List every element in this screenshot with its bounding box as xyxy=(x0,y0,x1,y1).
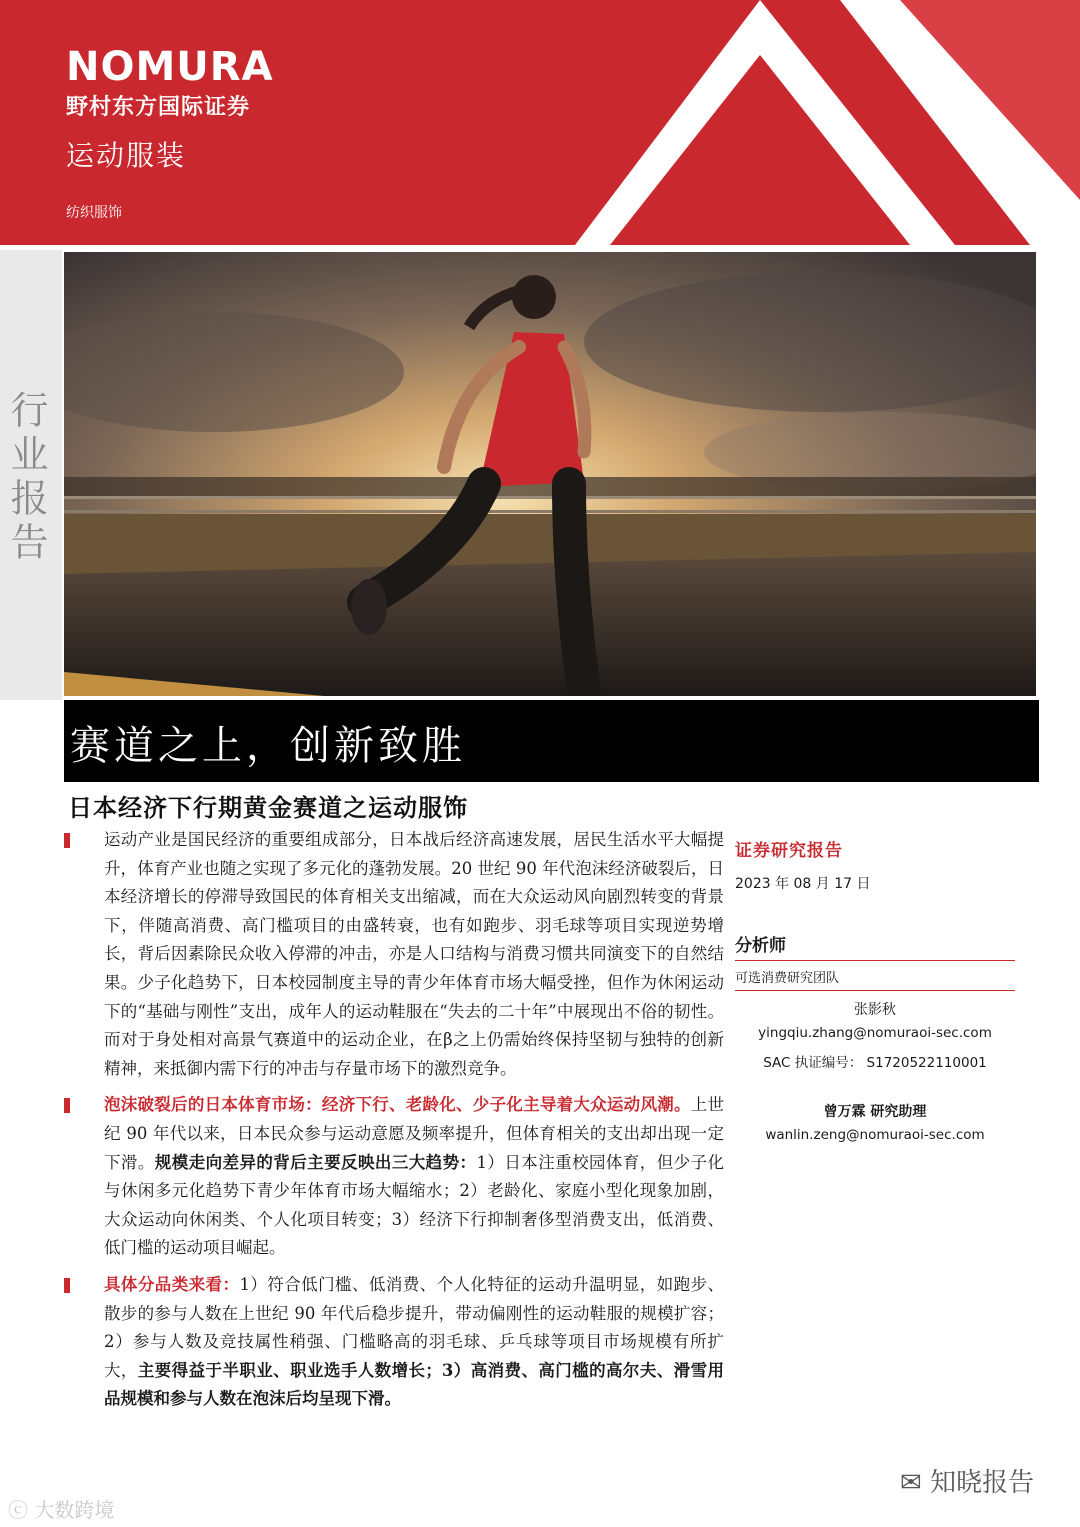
bullet-marker xyxy=(64,1098,70,1113)
document-type: 证券研究报告 xyxy=(735,841,843,861)
analyst-1-email[interactable]: yingqiu.zhang@nomuraoi-sec.com xyxy=(758,1025,992,1041)
analyst-1-name: 张影秋 xyxy=(854,1002,896,1018)
paragraph-2-highlight: 泡沫破裂后的日本体育市场：经济下行、老龄化、少子化主导着大众运动风潮。 xyxy=(104,1095,691,1115)
summary-paragraph-2 xyxy=(64,1091,724,1263)
bullet-marker xyxy=(64,1278,70,1293)
summary-body xyxy=(64,826,724,1422)
report-type-label: 行业报告 xyxy=(4,390,48,566)
paragraph-3-highlight: 具体分品类来看： xyxy=(104,1274,240,1294)
analyst-1-sac: SAC 执证编号： S1720522110001 xyxy=(763,1055,987,1071)
watermark-right-text: 知晓报告 xyxy=(930,1468,1035,1498)
watermark-left: ⓒ 大数跨境 xyxy=(8,1498,115,1522)
research-team: 可选消费研究团队 xyxy=(735,971,840,986)
report-date: 2023 年 08 月 17 日 xyxy=(735,876,871,892)
analyst-heading: 分析师 xyxy=(735,936,786,956)
company-name: 野村东方国际证券 xyxy=(66,95,251,120)
divider xyxy=(735,990,1015,991)
bullet-marker xyxy=(64,833,70,848)
sector-label: 运动服装 xyxy=(66,139,187,172)
summary-paragraph-3 xyxy=(64,1271,724,1414)
paragraph-2-text-a: 上世纪 90 年代以来，日本民众参与运动意愿及频率提升，但体育相关的支出却出现一定下滑。 xyxy=(104,1095,725,1172)
paragraph-2-text-b: 规模走向差异的背后主要反映出三大趋势： xyxy=(154,1152,477,1172)
wechat-icon: ✉ xyxy=(900,1468,922,1498)
analyst-2-name: 曾万霖 研究助理 xyxy=(823,1104,927,1120)
subsector-label: 纺织服饰 xyxy=(66,205,122,221)
banner-triangles xyxy=(0,0,1080,245)
report-subtitle: 日本经济下行期黄金赛道之运动服饰 xyxy=(68,793,468,822)
paragraph-3-text-b: 主要得益于半职业、职业选手人数增长；3）高消费、高门槛的高尔夫、滑雪用品规模和参与人数在泡沫后均呈现下滑。 xyxy=(104,1360,725,1409)
divider xyxy=(735,960,1015,961)
watermark-left-text: 大数跨境 xyxy=(34,1498,115,1522)
report-info-panel xyxy=(735,836,1015,1143)
summary-paragraph-1 xyxy=(64,826,724,1083)
header-banner xyxy=(0,0,1080,245)
watermark-right xyxy=(900,1462,1034,1499)
report-title: 赛道之上，创新致胜 xyxy=(70,723,466,769)
paragraph-3-text-a: 1）符合低门槛、低消费、个人化特征的运动升温明显，如跑步、散步的参与人数在上世纪 90 年代后稳步提升，带动偏刚性的运动鞋服的规模扩容；2）参与人数及竞技属性稍强、门槛略高的羽毛球、乒乓球等项目市场规模有所扩大， xyxy=(104,1274,725,1380)
paragraph-2-text-c: 1）日本注重校园体育，但少子化与休闲多元化趋势下青少年体育市场大幅缩水；2）老龄化、家庭小型化现象加剧，大众运动向休闲类、个人化项目转变；3）经济下行抑制奢侈型消费支出，低消费、低门槛的运动项目崛起。 xyxy=(104,1152,725,1258)
paragraph-1-text: 运动产业是国民经济的重要组成部分，日本战后经济高速发展，居民生活水平大幅提升，体育产业也随之实现了多元化的蓬勃发展。20 世纪 90 年代泡沫经济破裂后，日本经济增长的停滞导致国民的体育相关支出缩减，而在大众运动风向剧烈转变的背景下，伴随高消费、高门槛项目的由盛转衰，也有如跑步、羽毛球等项目实现逆势增长，背后因素除民众收入停滞的冲击，亦是人口结构与消费习惯共同演变下的自然结果。少子化趋势下，日本校园制度主导的青少年体育市场大幅受挫，但作为休闲运动下的“基础与刚性”支出，成年人的运动鞋服在“失去的二十年”中展现出不俗的韧性。而对于身处相对高景气赛道中的运动企业，在β之上仍需始终保持坚韧与独特的创新精神，来抵御内需下行的冲击与存量市场下的激烈竞争。 xyxy=(104,830,724,1078)
nomura-logo: NOMURA xyxy=(66,44,274,90)
analyst-2-email[interactable]: wanlin.zeng@nomuraoi-sec.com xyxy=(765,1127,985,1143)
cover-photo xyxy=(64,252,1036,696)
title-bar xyxy=(64,700,1039,782)
report-type-sidebar xyxy=(0,250,62,700)
runner-photo-illustration xyxy=(64,252,1036,696)
